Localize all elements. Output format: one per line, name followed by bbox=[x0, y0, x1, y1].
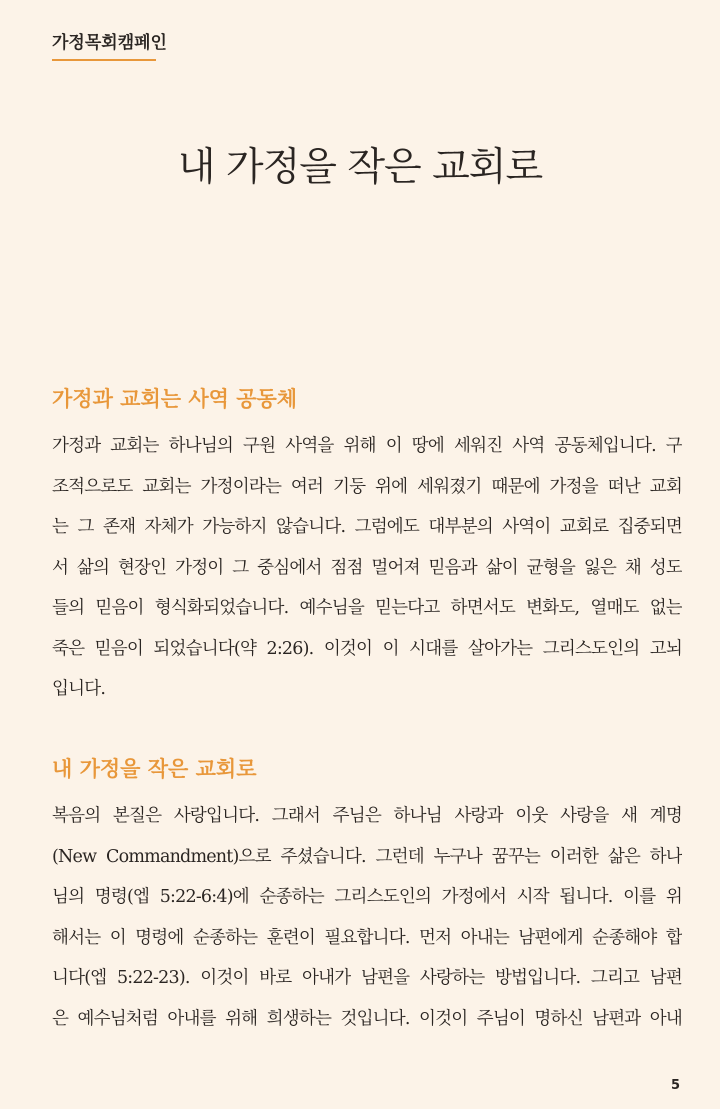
body-line: 는 그 존재 자체가 가능하지 않습니다. 그럼에도 대부분의 사역이 교회로 집중되면 bbox=[52, 517, 682, 537]
body-line: 해서는 이 명령에 순종하는 훈련이 필요합니다. 먼저 아내는 남편에게 순종해야 합 bbox=[52, 927, 682, 948]
section-ministry-community bbox=[52, 386, 682, 710]
body-line: 조적으로도 교회는 가정이라는 여러 기둥 위에 세워졌기 때문에 가정을 떠난 교회 bbox=[52, 476, 682, 497]
page-number: 5 bbox=[670, 1078, 680, 1093]
section-heading: 가정과 교회는 사역 공동체 bbox=[52, 387, 298, 411]
body-line: 입니다. bbox=[52, 679, 106, 699]
body-line: 죽은 믿음이 되었습니다(약 2:26). 이것이 이 시대를 살아가는 그리스도인의 고뇌 bbox=[52, 638, 682, 659]
section-home-church bbox=[52, 756, 682, 1039]
body-line: 서 삶의 현장인 가정이 그 중심에서 점점 멀어져 믿음과 삶이 균형을 잃은 채 성도 bbox=[52, 557, 682, 578]
body-line: (New Commandment)으로 주셨습니다. 그런데 누구나 꿈꾸는 이러한 삶은 하나 bbox=[52, 846, 682, 867]
body-line: 니다(엡 5:22-23). 이것이 바로 아내가 남편을 사랑하는 방법입니다. 그리고 남편 bbox=[52, 968, 682, 988]
header-underline bbox=[52, 59, 156, 61]
body-line: 들의 믿음이 형식화되었습니다. 예수님을 믿는다고 하면서도 변화도, 열매도 없는 bbox=[52, 598, 682, 618]
body-line: 은 예수님처럼 아내를 위해 희생하는 것입니다. 이것이 주님이 명하신 남편과 아내 bbox=[52, 1008, 682, 1029]
body-line: 님의 명령(엡 5:22-6:4)에 순종하는 그리스도인의 가정에서 시작 됩니다. 이를 위 bbox=[52, 887, 682, 907]
page-title: 내 가정을 작은 교회로 bbox=[177, 145, 543, 190]
section-body bbox=[52, 796, 682, 1039]
header-label: 가정목회캠페인 bbox=[52, 33, 167, 53]
body-line: 복음의 본질은 사랑입니다. 그래서 주님은 하나님 사랑과 이웃 사랑을 새 계명 bbox=[52, 806, 682, 826]
section-body bbox=[52, 426, 682, 710]
section-heading: 내 가정을 작은 교회로 bbox=[52, 757, 257, 781]
body-line: 가정과 교회는 하나님의 구원 사역을 위해 이 땅에 세워진 사역 공동체입니다. 구 bbox=[52, 436, 682, 456]
